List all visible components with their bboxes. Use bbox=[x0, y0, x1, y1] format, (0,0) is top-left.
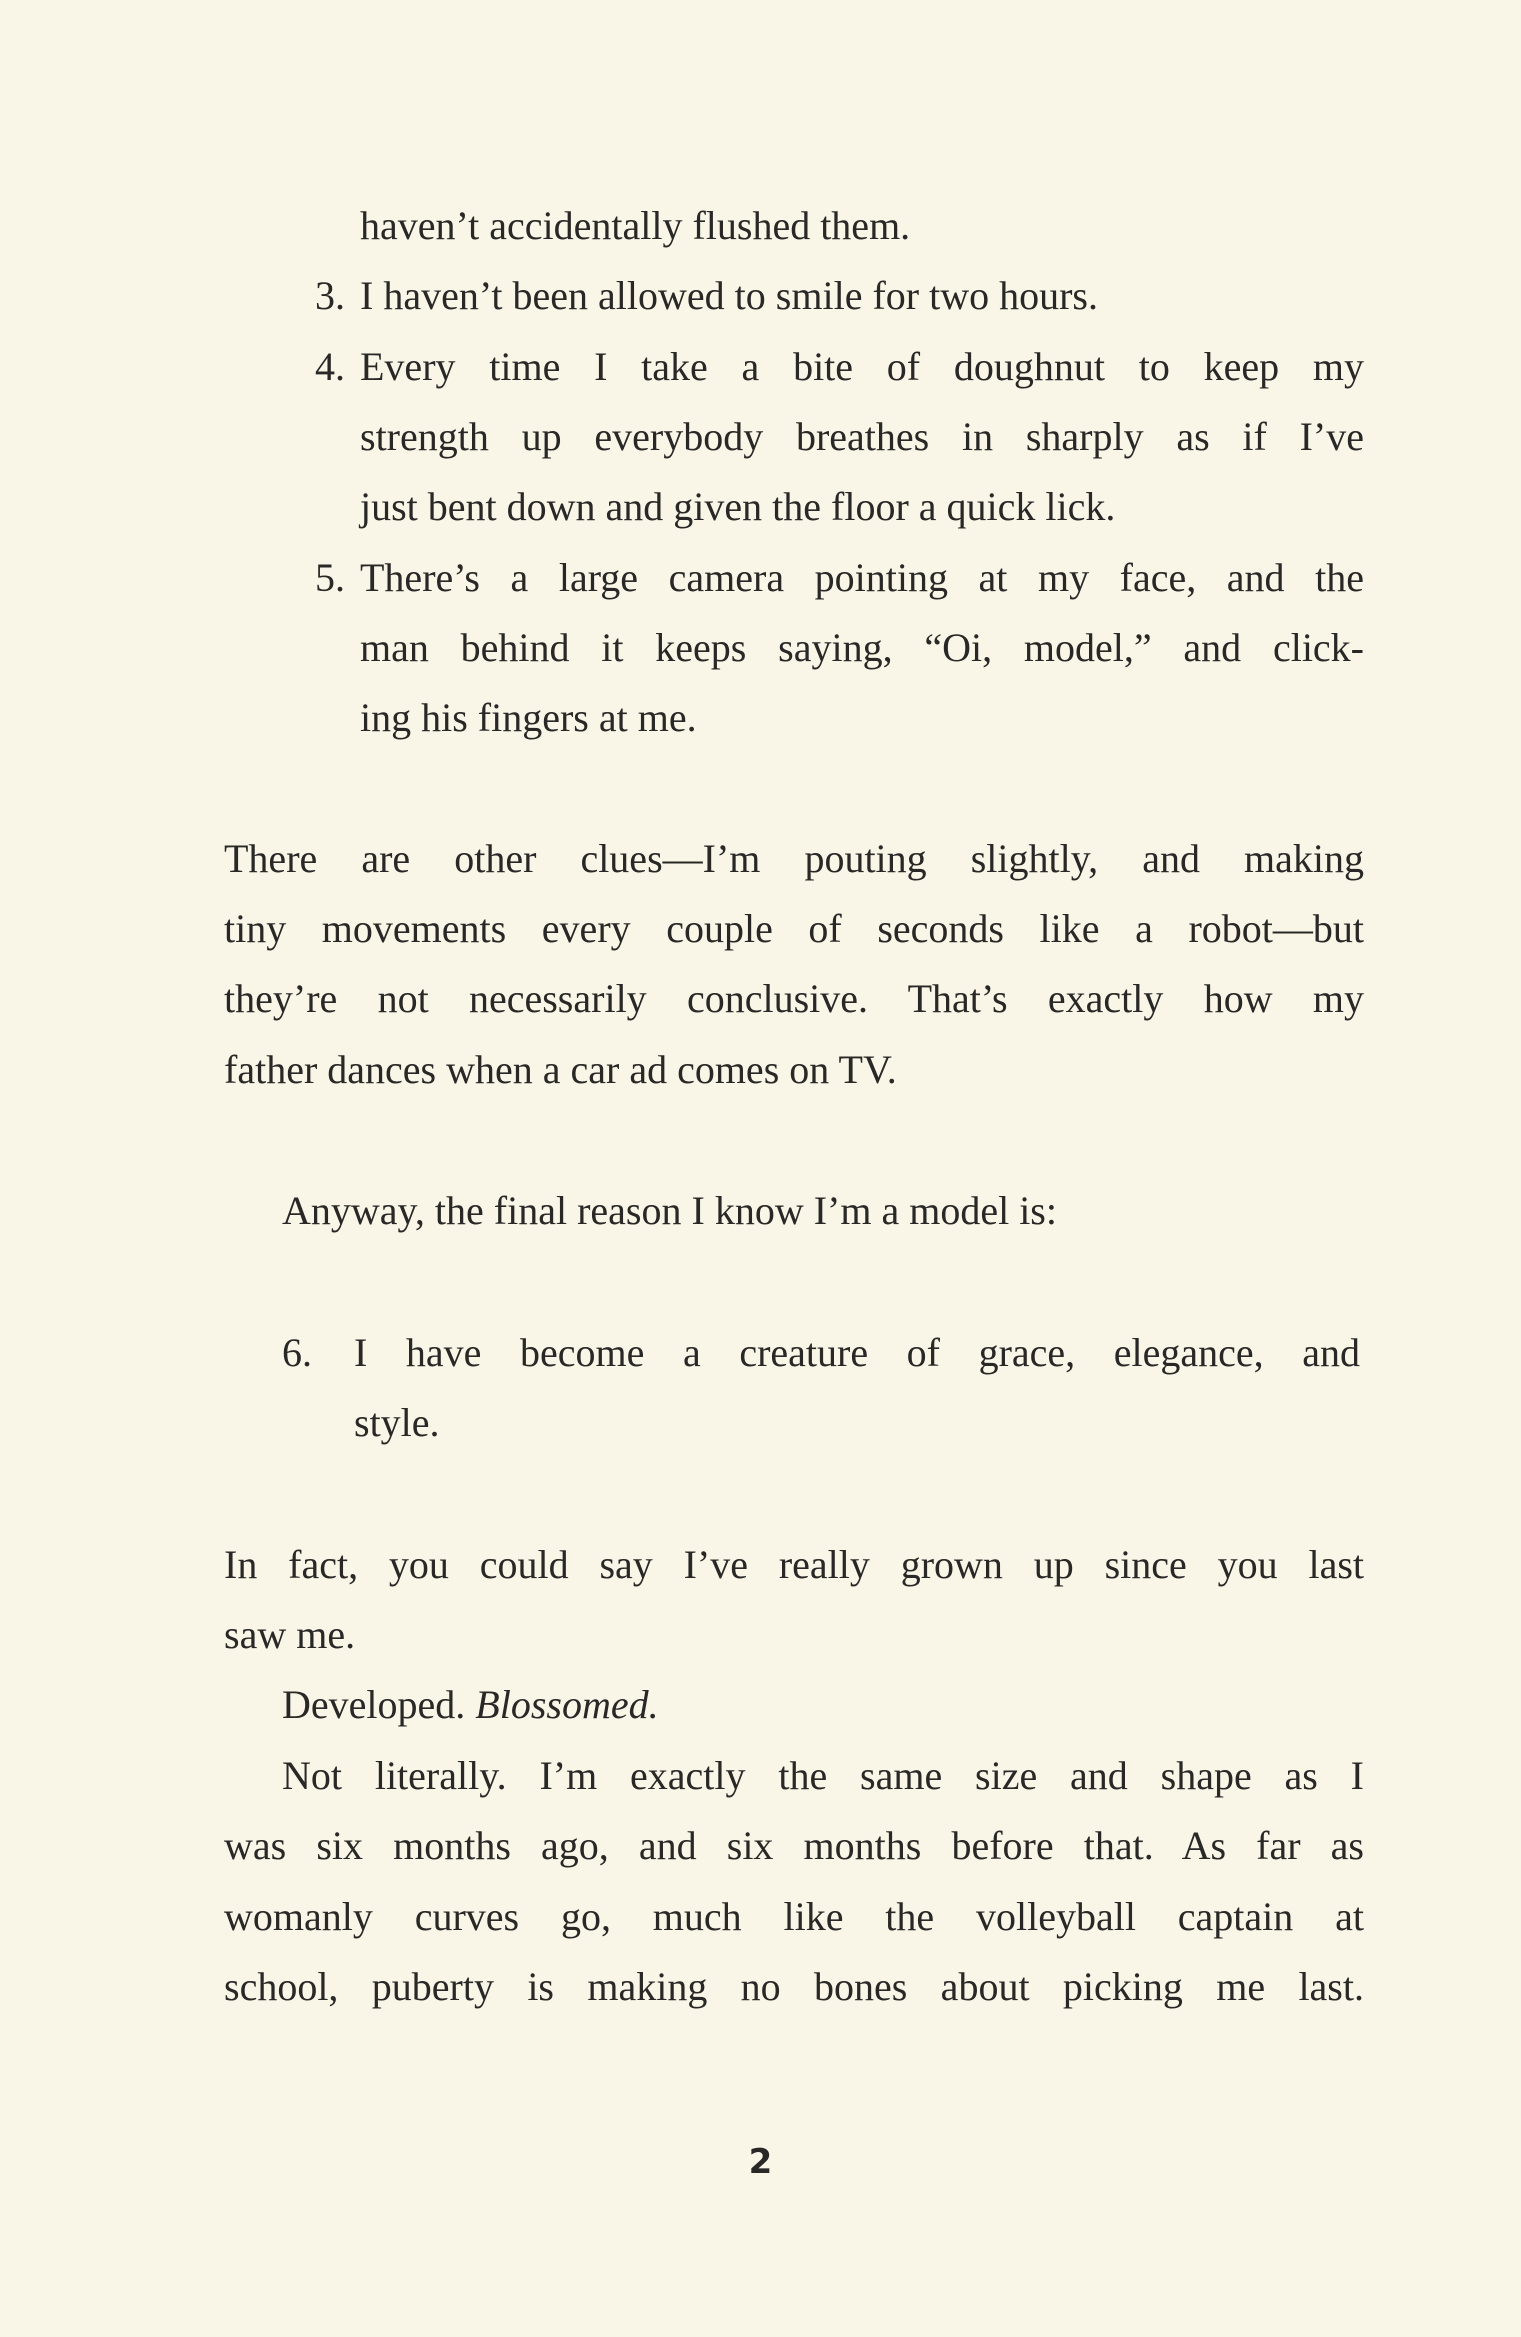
list-number-4: 4. bbox=[315, 344, 345, 389]
list-item-6-line-2: style. bbox=[354, 1400, 440, 1445]
paragraph-fact-line-1: In fact, you could say I’ve really grown up since you last bbox=[224, 1542, 1364, 1587]
paragraph-clues-line-2: tiny movements every couple of seconds like a robot—but bbox=[224, 906, 1364, 951]
paragraph-literally-line-2: was six months ago, and six months before that. As far as bbox=[224, 1823, 1364, 1868]
paragraph-anyway: Anyway, the final reason I know I’m a model is: bbox=[282, 1188, 1057, 1233]
paragraph-clues-line-3: they’re not necessarily conclusive. That’s exactly how my bbox=[224, 976, 1364, 1021]
developed-text: Developed. bbox=[282, 1682, 466, 1727]
paragraph-clues-line-1: There are other clues—I’m pouting slightly, and making bbox=[224, 836, 1364, 881]
paragraph-fact-line-2: saw me. bbox=[224, 1612, 356, 1657]
list-item-continuation: haven’t accidentally flushed them. bbox=[360, 203, 911, 248]
list-item-5-line-2: man behind it keeps saying, “Oi, model,” and click- bbox=[360, 625, 1364, 670]
list-number-3: 3. bbox=[315, 273, 345, 318]
list-item-4-line-1: Every time I take a bite of doughnut to keep my bbox=[360, 344, 1364, 389]
paragraph-literally-line-1: Not literally. I’m exactly the same size and shape as I bbox=[282, 1753, 1364, 1798]
list-item-4-line-3: just bent down and given the floor a quick lick. bbox=[360, 484, 1116, 529]
list-number-6: 6. bbox=[282, 1330, 312, 1375]
list-item-5-line-3: ing his fingers at me. bbox=[360, 695, 697, 740]
paragraph-clues-line-4: father dances when a car ad comes on TV. bbox=[224, 1047, 897, 1092]
list-item-4-line-2: strength up everybody breathes in sharply as if I’ve bbox=[360, 414, 1364, 459]
blossomed-text: Blossomed. bbox=[475, 1682, 659, 1727]
paragraph-developed bbox=[282, 1670, 1364, 1740]
paragraph-literally-line-4: school, puberty is making no bones about picking me last. bbox=[224, 1964, 1364, 2009]
list-item-6-line-1: I have become a creature of grace, elegance, and bbox=[354, 1330, 1360, 1375]
paragraph-literally-line-3: womanly curves go, much like the volleyball captain at bbox=[224, 1894, 1364, 1939]
list-number-5: 5. bbox=[315, 555, 345, 600]
list-item-3: I haven’t been allowed to smile for two hours. bbox=[360, 273, 1098, 318]
page-number: 2 bbox=[748, 2142, 773, 2182]
list-item-5-line-1: There’s a large camera pointing at my face, and the bbox=[360, 555, 1364, 600]
